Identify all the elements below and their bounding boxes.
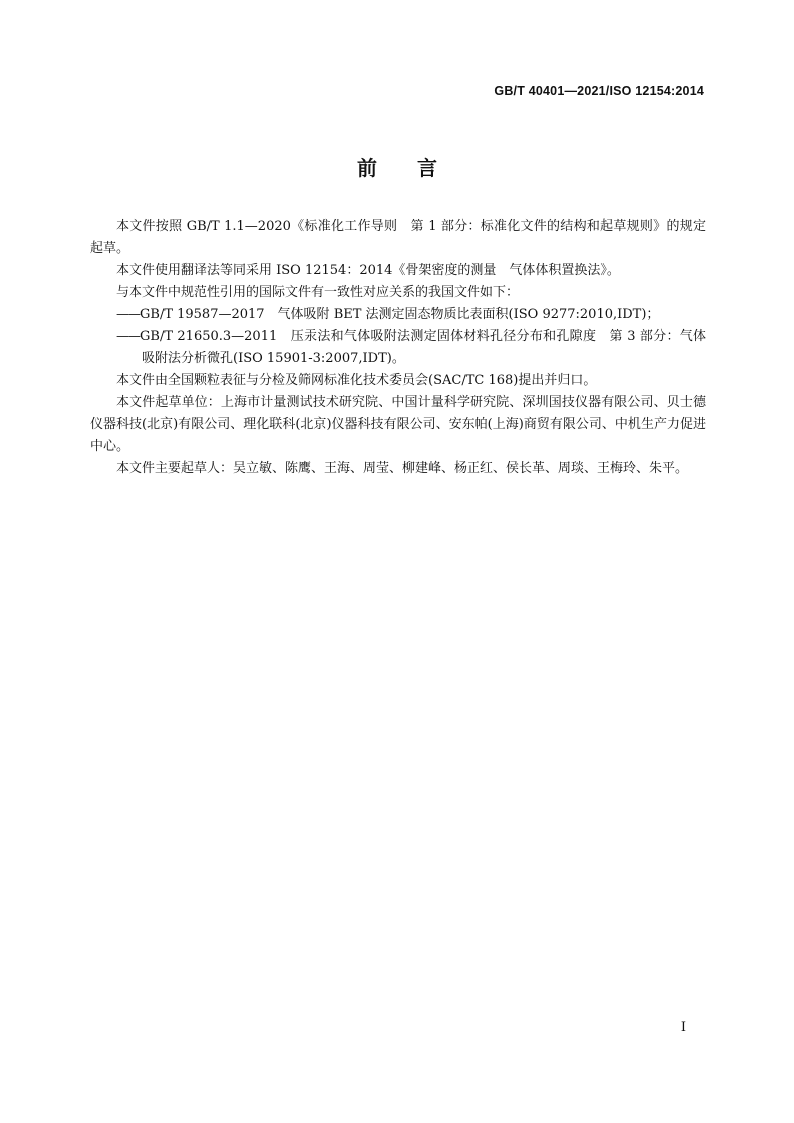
title-char-1: 前 (357, 156, 377, 180)
paragraph-drafting-units: 本文件起草单位：上海市计量测试技术研究院、中国计量科学研究院、深圳国技仪器有限公司、贝士德仪器科技(北京)有限公司、理化联科(北京)仪器科技有限公司、安东帕(上海)商贸有限公司、中机生产力促进中心。 (90, 395, 706, 454)
paragraph-drafting-rules: 本文件按照 GB/T 1.1—2020《标准化工作导则 第 1 部分：标准化文件的结构和起草规则》的规定起草。 (90, 219, 706, 256)
standard-number-header: GB/T 40401—2021/ISO 12154:2014 (494, 84, 704, 98)
list-item (90, 326, 706, 370)
list-item-text: GB/T 19587—2017 气体吸附 BET 法测定固态物质比表面积(ISO 9277:2010,IDT)； (140, 307, 660, 322)
paragraph-committee: 本文件由全国颗粒表征与分检及筛网标准化技术委员会(SAC/TC 168)提出并归口。 (116, 373, 597, 388)
title-char-2: 言 (417, 156, 437, 180)
paragraph-adoption: 本文件使用翻译法等同采用 ISO 12154：2014《骨架密度的测量 气体体积置换法》。 (116, 263, 620, 278)
page-number: I (680, 1020, 686, 1035)
paragraph-normative-references-intro: 与本文件中规范性引用的国际文件有一致性对应关系的我国文件如下： (116, 285, 520, 300)
foreword-body (90, 216, 706, 480)
list-item-text: GB/T 21650.3—2011 压汞法和气体吸附法测定固体材料孔径分布和孔隙度 第 3 部分：气体吸附法分析微孔(ISO 15901-3:2007,IDT)。 (140, 329, 706, 366)
page-title (0, 152, 794, 181)
paragraph-drafters: 本文件主要起草人：吴立敏、陈鹰、王海、周莹、柳建峰、杨正红、侯长革、周琰、王梅玲、朱平。 (116, 461, 689, 476)
list-dash: —— (116, 329, 140, 344)
list-dash: —— (116, 307, 140, 322)
list-item (90, 304, 706, 326)
